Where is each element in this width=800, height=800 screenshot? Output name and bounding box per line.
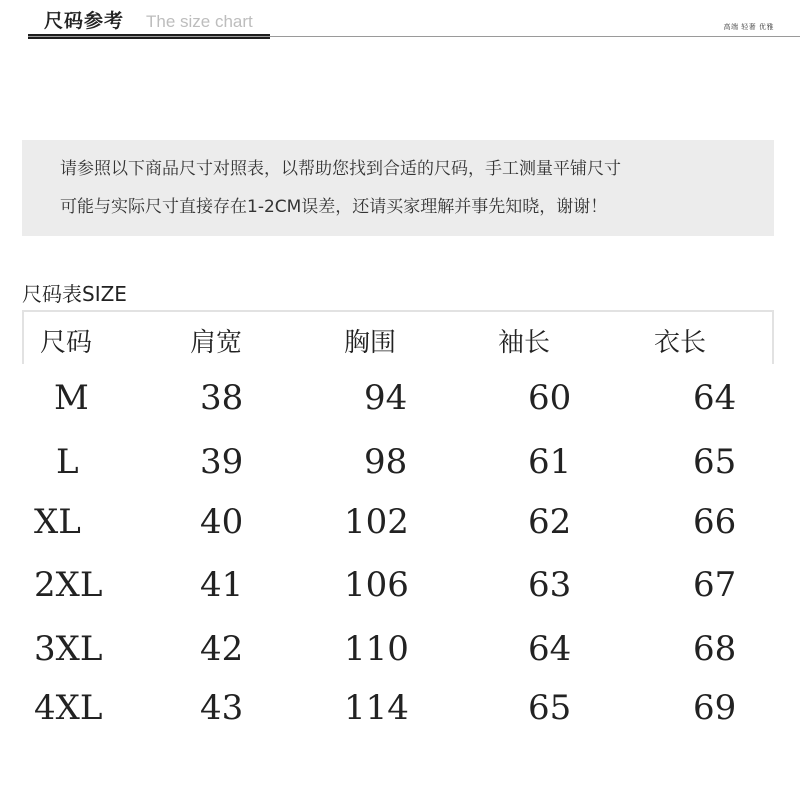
cell-size: 3XL xyxy=(34,629,103,669)
cell-length: 67 xyxy=(693,565,737,605)
table-header xyxy=(22,310,774,364)
header-subtitle: The size chart xyxy=(146,12,253,31)
cell-length: 69 xyxy=(693,688,737,728)
size-table-label: 尺码表SIZE xyxy=(22,282,127,306)
cell-size: M xyxy=(54,378,89,418)
column-header-size: 尺码 xyxy=(40,328,93,358)
table-header-border-top xyxy=(22,310,774,312)
notice-box xyxy=(22,140,774,236)
cell-size: L xyxy=(56,442,79,482)
cell-length: 66 xyxy=(693,502,737,542)
page-header xyxy=(0,0,800,44)
cell-shoulder: 42 xyxy=(200,629,244,669)
cell-size: 2XL xyxy=(34,565,103,605)
header-title: 尺码参考 xyxy=(44,10,125,32)
cell-length: 68 xyxy=(693,629,737,669)
cell-shoulder: 40 xyxy=(200,502,244,542)
cell-sleeve: 65 xyxy=(528,688,572,728)
header-tag: 高端 轻奢 优雅 xyxy=(723,23,774,31)
header-divider xyxy=(28,36,800,37)
column-header-sleeve: 袖长 xyxy=(498,328,551,358)
cell-chest: 114 xyxy=(344,688,409,728)
cell-shoulder: 43 xyxy=(200,688,244,728)
cell-sleeve: 64 xyxy=(528,629,572,669)
table-header-border-left xyxy=(22,310,24,364)
cell-shoulder: 41 xyxy=(200,565,244,605)
cell-sleeve: 60 xyxy=(528,378,572,418)
notice-line-2: 可能与实际尺寸直接存在1-2CM误差，还请买家理解并事先知晓，谢谢！ xyxy=(60,197,608,217)
column-header-shoulder: 肩宽 xyxy=(190,328,243,358)
cell-sleeve: 61 xyxy=(528,442,572,482)
cell-shoulder: 38 xyxy=(200,378,244,418)
cell-sleeve: 63 xyxy=(528,565,572,605)
cell-chest: 94 xyxy=(364,378,408,418)
cell-shoulder: 39 xyxy=(200,442,244,482)
column-header-length: 衣长 xyxy=(654,328,707,358)
table-header-border-right xyxy=(772,310,774,364)
cell-sleeve: 62 xyxy=(528,502,572,542)
cell-length: 64 xyxy=(693,378,737,418)
cell-chest: 98 xyxy=(364,442,408,482)
cell-chest: 110 xyxy=(344,629,409,669)
notice-line-1: 请参照以下商品尺寸对照表，以帮助您找到合适的尺码，手工测量平铺尺寸 xyxy=(60,159,621,179)
cell-chest: 102 xyxy=(344,502,409,542)
cell-length: 65 xyxy=(693,442,737,482)
column-header-chest: 胸围 xyxy=(344,328,397,358)
cell-size: 4XL xyxy=(34,688,103,728)
cell-size: XL xyxy=(34,502,81,542)
cell-chest: 106 xyxy=(344,565,409,605)
